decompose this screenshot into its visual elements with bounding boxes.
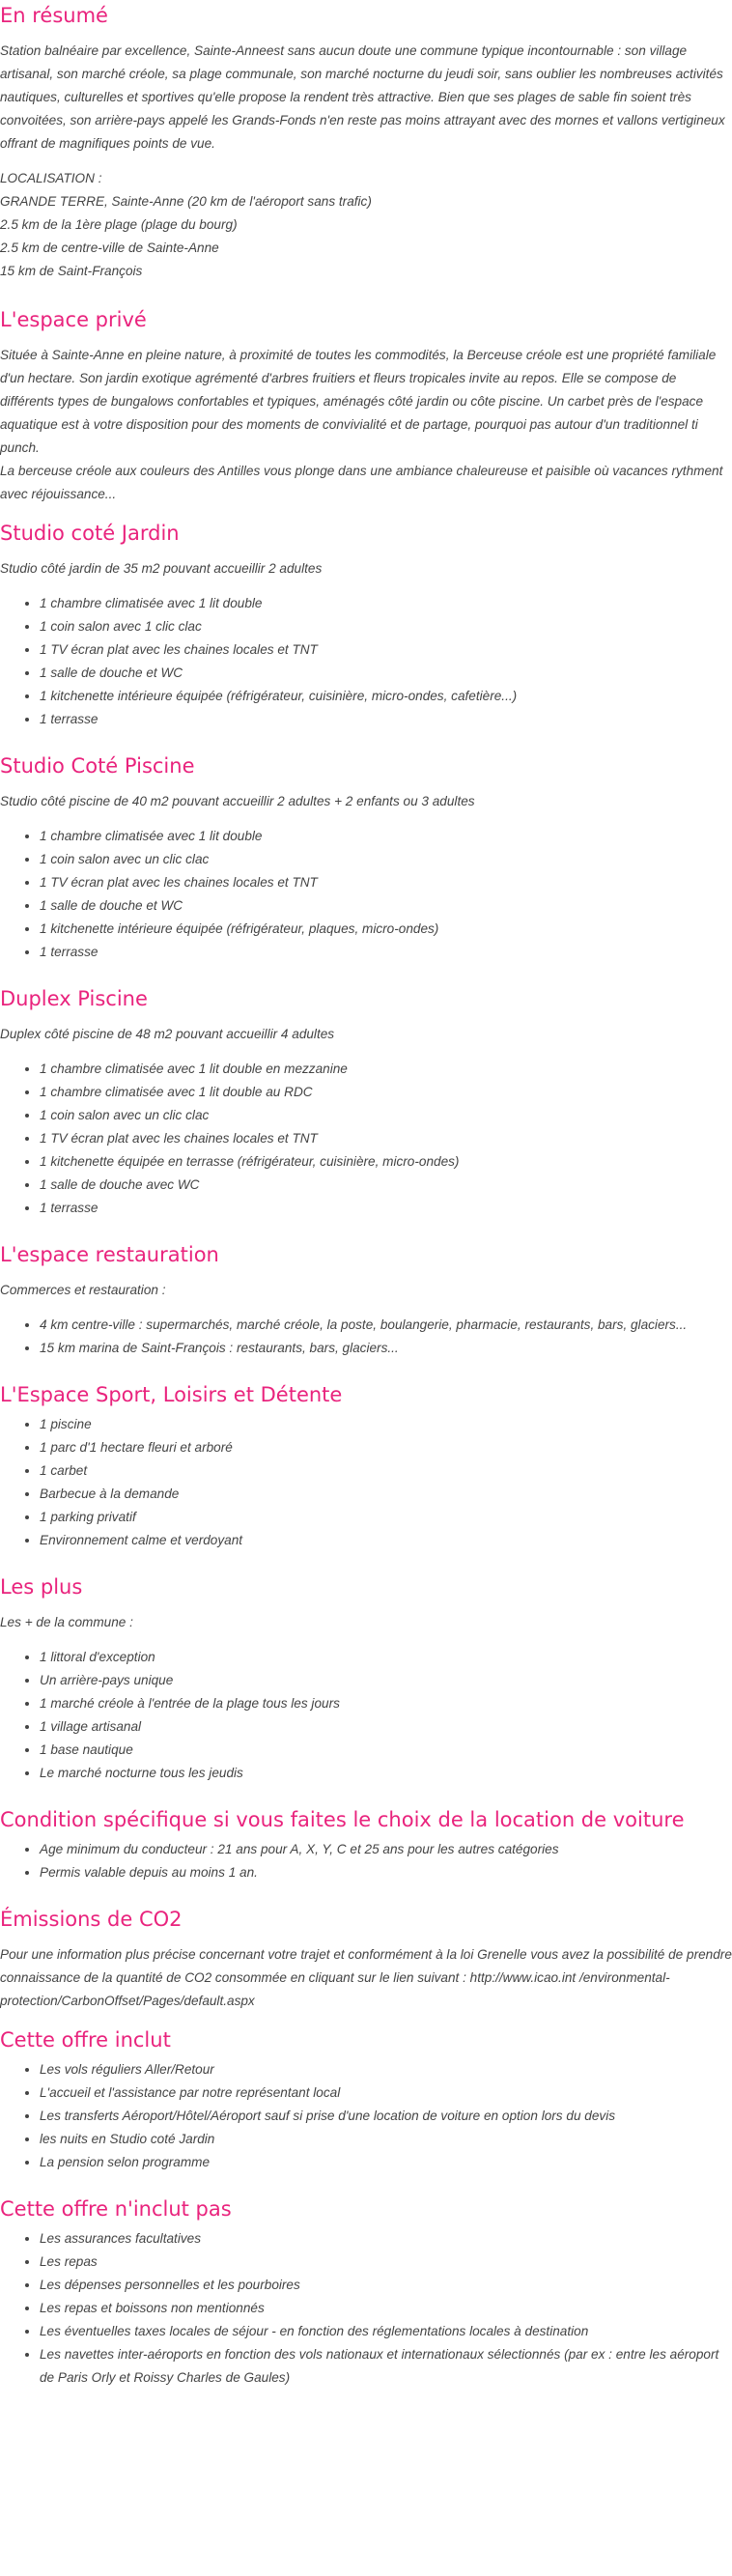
section-espace-prive	[0, 304, 732, 506]
section-intro: Les + de la commune :	[0, 1615, 133, 1629]
list-item: • 15 km marina de Saint-François : restaurants, bars, glaciers...	[40, 1337, 732, 1360]
list-item: • 1 chambre climatisée avec 1 lit double en mezzanine	[40, 1058, 732, 1081]
feature-list	[0, 2058, 732, 2174]
list-item: • 1 salle de douche avec WC	[40, 1174, 732, 1197]
section-intro: Studio côté jardin de 35 m2 pouvant accueillir 2 adultes	[0, 561, 323, 576]
paragraph: Pour une information plus précise concernant votre trajet et conformément à la loi Grenelle vous avez la possibilité de prendre connaissance de la quantité de CO2 consommée en cliquant sur le lien suivant : http://www.icao.int /environmental-protection/CarbonOffset/Pages/default.aspx	[0, 1947, 732, 2008]
list-item: • La pension selon programme	[40, 2151, 732, 2174]
list-item: • 1 kitchenette intérieure équipée (réfrigérateur, cuisinière, micro-ondes, cafetière...)	[40, 685, 732, 708]
list-item: • 1 salle de douche et WC	[40, 662, 732, 685]
list-item: • 1 TV écran plat avec les chaines locales et TNT	[40, 638, 732, 662]
list-item: • Le marché nocturne tous les jeudis	[40, 1762, 732, 1785]
list-item: • 1 terrasse	[40, 708, 732, 731]
localisation-line: GRANDE TERRE, Sainte-Anne (20 km de l'aéroport sans trafic)	[0, 194, 372, 209]
section-text	[0, 1943, 732, 2013]
list-item: • Les dépenses personnelles et les pourboires	[40, 2274, 732, 2297]
list-item: • 1 parking privatif	[40, 1506, 732, 1529]
list-item: • Environnement calme et verdoyant	[40, 1529, 732, 1552]
list-item: • 1 littoral d'exception	[40, 1646, 732, 1669]
section-intro: Studio côté piscine de 40 m2 pouvant accueillir 2 adultes + 2 enfants ou 3 adultes	[0, 794, 475, 808]
list-item: • L'accueil et l'assistance par notre représentant local	[40, 2081, 732, 2105]
section-les-plus	[0, 1571, 732, 1785]
paragraph: Située à Sainte-Anne en pleine nature, à proximité de toutes les commodités, la Berceuse créole est une propriété familiale d'un hectare. Son jardin exotique agrémenté d'arbres fruitiers et fleurs tropicales invite au repos. Elle se compose de différents types de bungalows confortables et typiques, aménagés côté jardin ou côte piscine. Un carbet près de l'espace aquatique est à votre disposition pour des moments de convivialité et de partage, pourquoi pas autour d'un traditionnel ti punch.	[0, 348, 717, 455]
list-item: • 1 parc d'1 hectare fleuri et arboré	[40, 1436, 732, 1459]
feature-list	[0, 1413, 732, 1552]
section-restauration	[0, 1239, 732, 1360]
list-item: • Les transferts Aéroport/Hôtel/Aéroport sauf si prise d'une location de voiture en option lors du devis	[40, 2105, 732, 2128]
section-title: L'Espace Sport, Loisirs et Détente	[0, 1383, 343, 1406]
section-offre-exclut	[0, 2194, 732, 2390]
list-item: • 1 kitchenette intérieure équipée (réfrigérateur, plaques, micro-ondes)	[40, 918, 732, 941]
list-item: • Les navettes inter-aéroports en fonction des vols nationaux et internationaux sélectionnés (par ex : entre les aéroport de Paris Orly et Roissy Charles de Gaules)	[40, 2343, 732, 2390]
list-item: • 1 TV écran plat avec les chaines locales et TNT	[40, 1127, 732, 1150]
section-condition-voiture	[0, 1804, 732, 1884]
section-intro: Duplex côté piscine de 48 m2 pouvant accueillir 4 adultes	[0, 1027, 335, 1041]
list-item: • 1 salle de douche et WC	[40, 894, 732, 918]
list-item: • Barbecue à la demande	[40, 1483, 732, 1506]
localisation-line: 2.5 km de centre-ville de Sainte-Anne	[0, 241, 219, 255]
feature-list	[0, 1646, 732, 1785]
paragraph: La berceuse créole aux couleurs des Antilles vous plonge dans une ambiance chaleureuse et paisible où vacances rythment avec réjouissance...	[0, 464, 723, 501]
section-title: Émissions de CO2	[0, 1908, 183, 1931]
list-item: • 1 carbet	[40, 1459, 732, 1483]
section-studio-jardin	[0, 518, 732, 731]
section-title: L'espace restauration	[0, 1243, 219, 1266]
list-item: • Un arrière-pays unique	[40, 1669, 732, 1692]
paragraph: Station balnéaire par excellence, Sainte-Anneest sans aucun doute une commune typique incontournable : son village artisanal, son marché créole, sa plage communale, son marché nocturne du jeudi soir, sans oublier les nombreuses activités nautiques, culturelles et sportives qu'elle propose la rendent très attractive. Bien que ses plages de sable fin soient très convoitées, son arrière-pays appelé les Grands-Fonds n'en reste pas moins attrayant avec des mornes et vallons vertigineux offrant de magnifiques points de vue.	[0, 43, 725, 151]
feature-list	[0, 1838, 732, 1884]
feature-list	[0, 2227, 732, 2390]
section-intro: Commerces et restauration :	[0, 1283, 166, 1297]
list-item: • 1 chambre climatisée avec 1 lit double	[40, 592, 732, 615]
list-item: • 1 village artisanal	[40, 1715, 732, 1739]
section-duplex-piscine	[0, 983, 732, 1220]
feature-list	[0, 592, 732, 731]
section-title: Les plus	[0, 1575, 83, 1599]
section-co2	[0, 1904, 732, 2013]
section-text	[0, 40, 732, 156]
list-item: • 1 kitchenette équipée en terrasse (réfrigérateur, cuisinière, micro-ondes)	[40, 1150, 732, 1174]
list-item: • 1 terrasse	[40, 941, 732, 964]
section-title: En résumé	[0, 4, 108, 27]
list-item: • 1 coin salon avec 1 clic clac	[40, 615, 732, 638]
section-studio-piscine	[0, 750, 732, 964]
section-title: Studio coté Jardin	[0, 522, 180, 545]
list-item: • les nuits en Studio coté Jardin	[40, 2128, 732, 2151]
list-item: • Les repas	[40, 2250, 732, 2274]
localisation-line: LOCALISATION :	[0, 171, 102, 185]
feature-list	[0, 825, 732, 964]
list-item: • 1 marché créole à l'entrée de la plage tous les jours	[40, 1692, 732, 1715]
list-item: • 1 chambre climatisée avec 1 lit double au RDC	[40, 1081, 732, 1104]
list-item: • 1 coin salon avec un clic clac	[40, 848, 732, 871]
localisation-block	[0, 167, 732, 283]
localisation-line: 15 km de Saint-François	[0, 264, 143, 278]
section-title: Cette offre inclut	[0, 2028, 171, 2052]
section-title: L'espace privé	[0, 308, 147, 331]
section-sport-loisirs	[0, 1379, 732, 1552]
list-item: • Les assurances facultatives	[40, 2227, 732, 2250]
section-title: Studio Coté Piscine	[0, 754, 195, 778]
section-resume	[0, 0, 732, 283]
section-offre-inclut	[0, 2024, 732, 2174]
list-item: • 1 TV écran plat avec les chaines locales et TNT	[40, 871, 732, 894]
list-item: • 1 coin salon avec un clic clac	[40, 1104, 732, 1127]
section-title: Duplex Piscine	[0, 987, 148, 1010]
list-item: • 1 chambre climatisée avec 1 lit double	[40, 825, 732, 848]
localisation-line: 2.5 km de la 1ère plage (plage du bourg)	[0, 217, 238, 232]
section-text	[0, 344, 732, 506]
list-item: • 4 km centre-ville : supermarchés, marché créole, la poste, boulangerie, pharmacie, restaurants, bars, glaciers...	[40, 1314, 732, 1337]
list-item: • Permis valable depuis au moins 1 an.	[40, 1861, 732, 1884]
feature-list	[0, 1058, 732, 1220]
list-item: • Age minimum du conducteur : 21 ans pour A, X, Y, C et 25 ans pour les autres catégories	[40, 1838, 732, 1861]
list-item: • Les repas et boissons non mentionnés	[40, 2297, 732, 2320]
feature-list	[0, 1314, 732, 1360]
list-item: • 1 base nautique	[40, 1739, 732, 1762]
list-item: • 1 terrasse	[40, 1197, 732, 1220]
section-title: Condition spécifique si vous faites le choix de la location de voiture	[0, 1808, 685, 1831]
list-item: • Les vols réguliers Aller/Retour	[40, 2058, 732, 2081]
list-item: • 1 piscine	[40, 1413, 732, 1436]
section-title: Cette offre n'inclut pas	[0, 2197, 232, 2221]
list-item: • Les éventuelles taxes locales de séjour - en fonction des réglementations locales à destination	[40, 2320, 732, 2343]
